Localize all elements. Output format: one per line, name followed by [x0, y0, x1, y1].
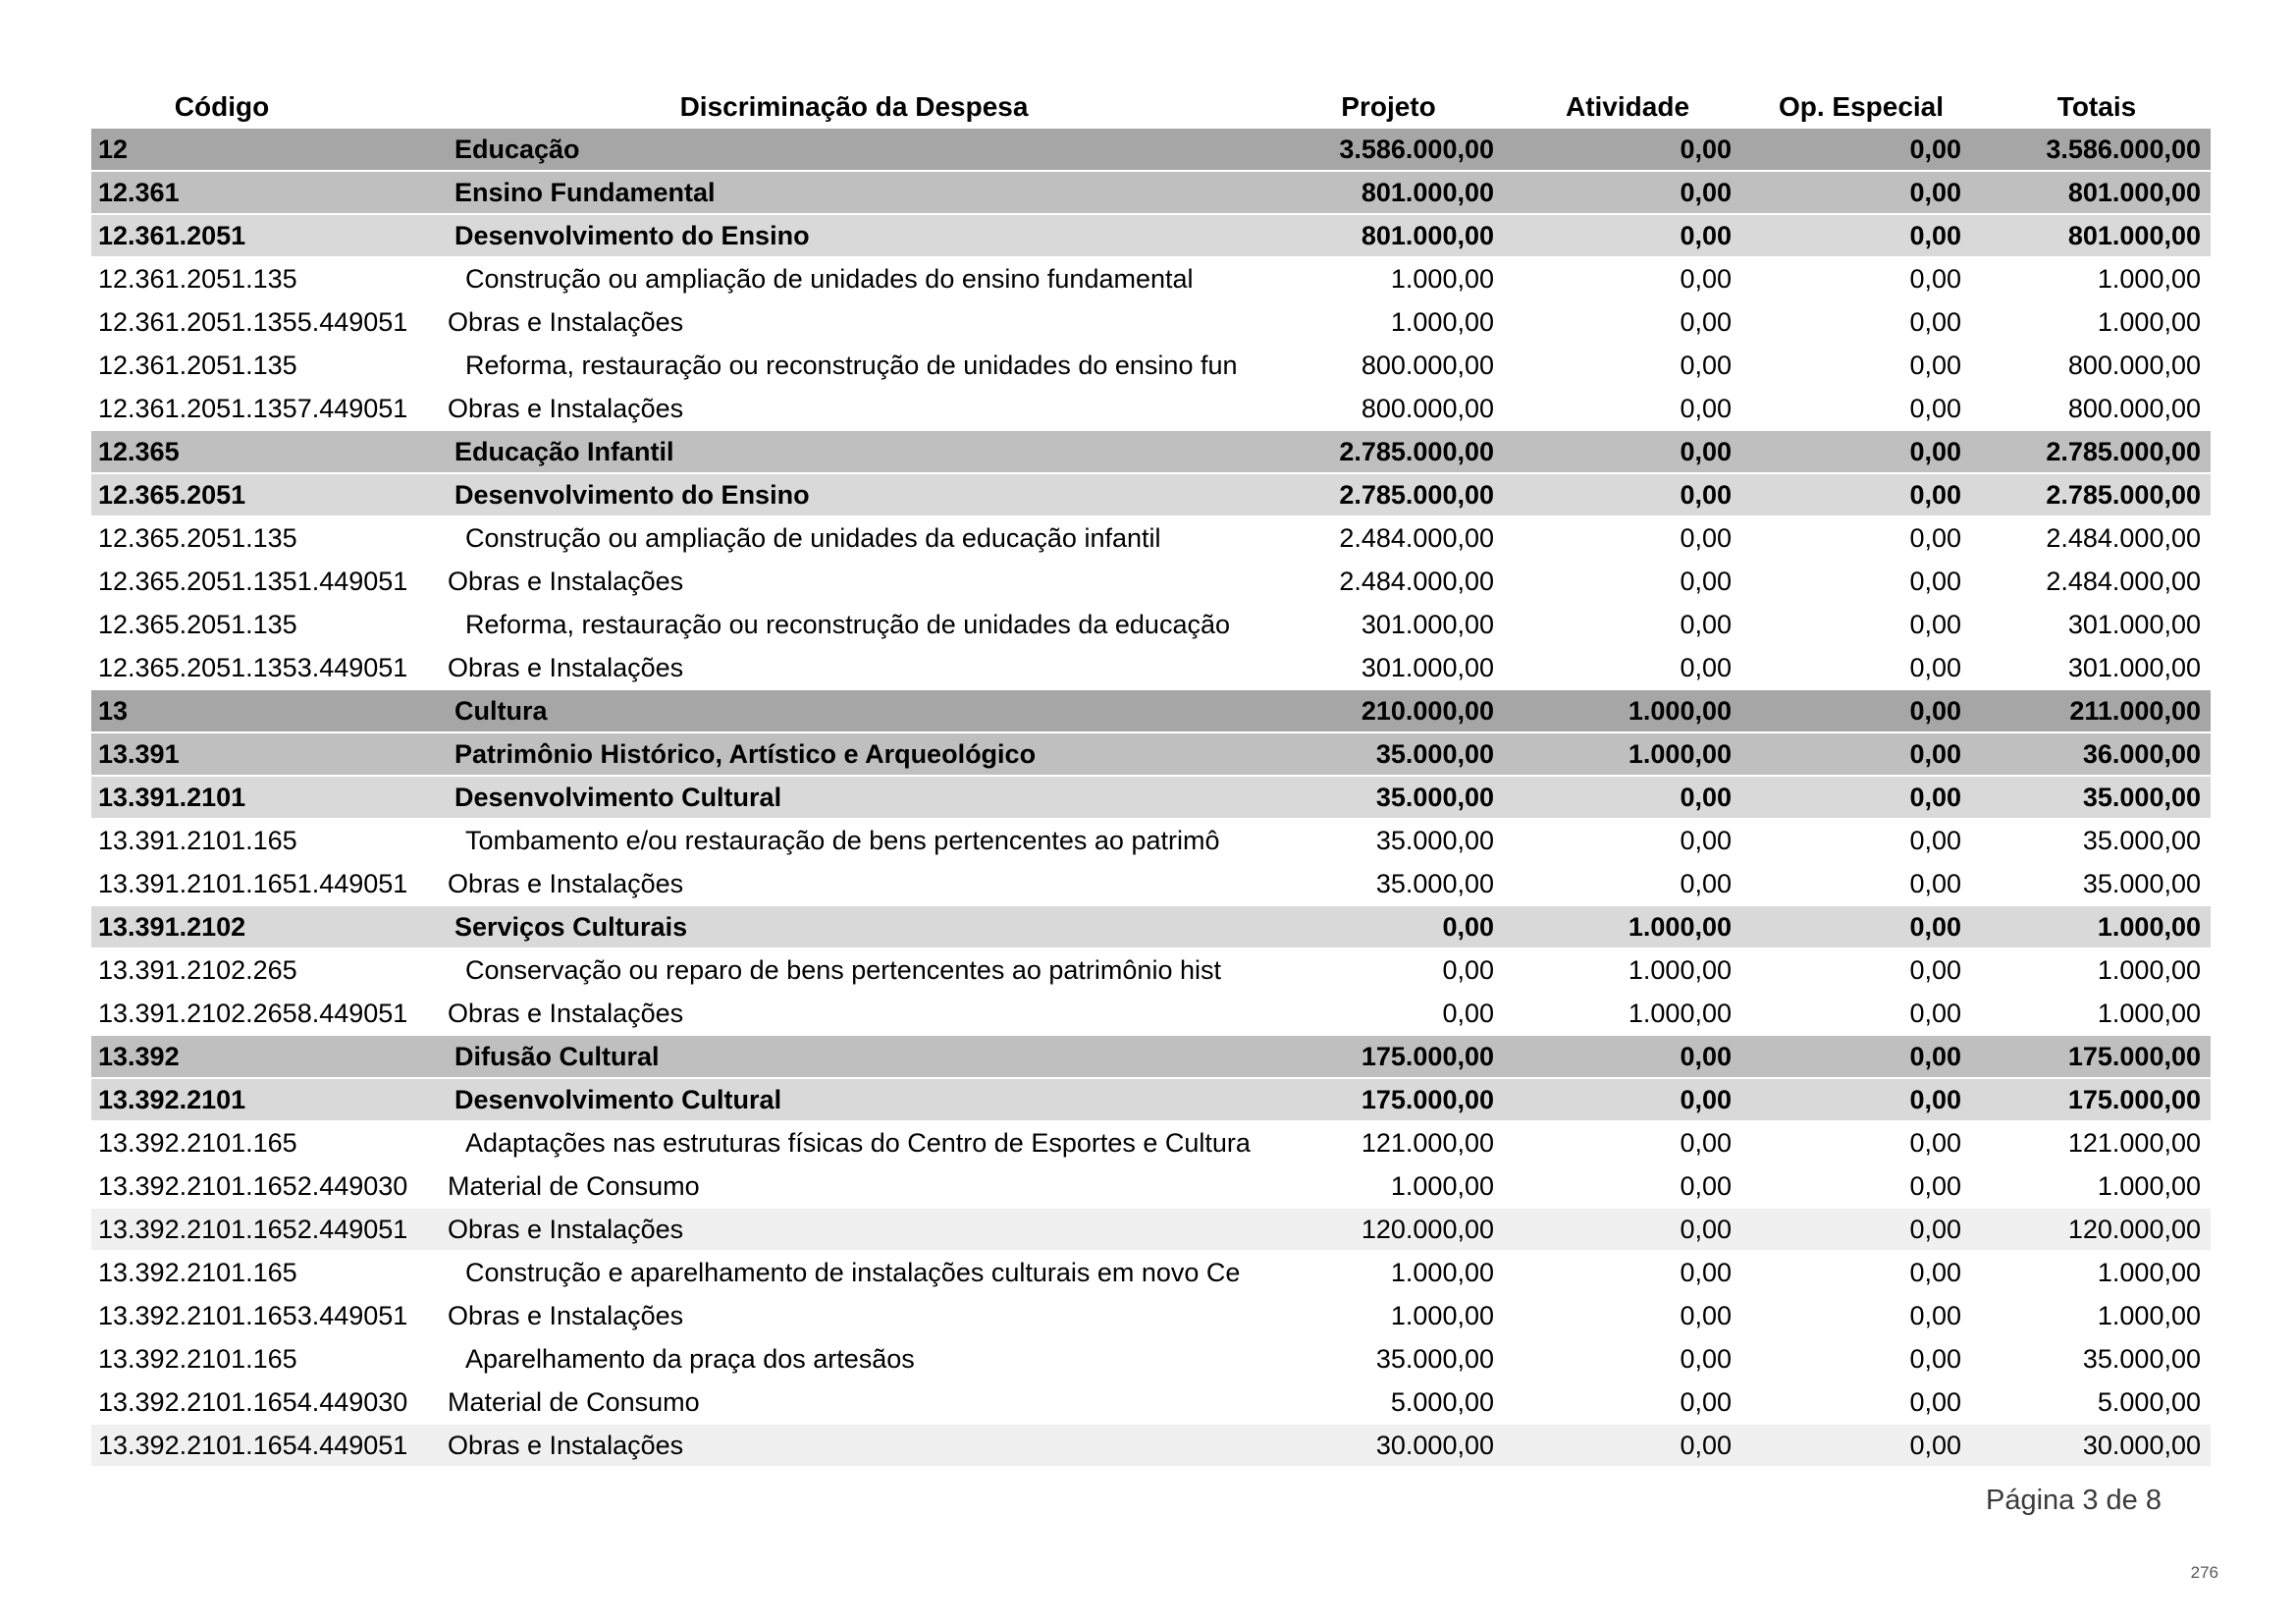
cell-code: 13.392.2101.165	[98, 1258, 297, 1287]
table-row	[91, 906, 2211, 949]
table-row	[91, 863, 2211, 906]
cell-code: 12.365.2051.135	[98, 610, 297, 639]
cell-description: Ensino Fundamental	[454, 178, 716, 207]
table-row	[91, 1165, 2211, 1209]
cell-atividade: 0,00	[1680, 1301, 1732, 1330]
cell-op-especial: 0,00	[1909, 1042, 1961, 1071]
cell-code: 13.391.2101.165	[98, 826, 297, 855]
table-row	[91, 604, 2211, 647]
table-row	[91, 820, 2211, 863]
cell-projeto: 801.000,00	[1361, 221, 1494, 250]
cell-projeto: 1.000,00	[1390, 264, 1494, 294]
cell-description: Adaptações nas estruturas físicas do Centro de Esportes e Cultura	[465, 1128, 1251, 1158]
cell-projeto: 210.000,00	[1361, 696, 1494, 726]
cell-totais: 35.000,00	[2082, 869, 2201, 898]
cell-op-especial: 0,00	[1909, 653, 1961, 682]
cell-code: 13.392.2101.1654.449030	[98, 1387, 408, 1417]
table-row	[91, 172, 2211, 215]
cell-description: Difusão Cultural	[454, 1042, 660, 1071]
column-header-atividade: Atividade	[1565, 91, 1690, 122]
cell-atividade: 0,00	[1680, 653, 1732, 682]
table-row	[91, 733, 2211, 777]
cell-projeto: 121.000,00	[1361, 1128, 1494, 1158]
cell-atividade: 0,00	[1680, 307, 1732, 337]
cell-atividade: 0,00	[1680, 1215, 1732, 1244]
cell-projeto: 0,00	[1442, 999, 1494, 1028]
cell-description: Conservação ou reparo de bens pertencentes ao patrimônio hist	[465, 955, 1221, 985]
cell-atividade: 0,00	[1680, 1042, 1732, 1071]
cell-totais: 1.000,00	[2097, 1171, 2201, 1201]
table-row	[91, 1338, 2211, 1381]
table-row	[91, 647, 2211, 690]
cell-projeto: 0,00	[1442, 912, 1494, 942]
cell-description: Obras e Instalações	[448, 307, 684, 337]
cell-op-especial: 0,00	[1909, 178, 1961, 207]
cell-projeto: 2.484.000,00	[1339, 567, 1494, 596]
cell-totais: 301.000,00	[2067, 653, 2201, 682]
corner-page-number: 276	[2190, 1563, 2218, 1582]
cell-totais: 211.000,00	[2069, 696, 2201, 726]
cell-description: Reforma, restauração ou reconstrução de unidades da educação	[465, 610, 1230, 639]
cell-op-especial: 0,00	[1909, 783, 1961, 812]
table-row	[91, 215, 2211, 258]
cell-op-especial: 0,00	[1909, 394, 1961, 423]
cell-op-especial: 0,00	[1909, 826, 1961, 855]
cell-projeto: 301.000,00	[1361, 610, 1494, 639]
cell-description: Obras e Instalações	[448, 394, 684, 423]
cell-projeto: 175.000,00	[1361, 1085, 1494, 1114]
cell-atividade: 0,00	[1680, 1344, 1732, 1374]
cell-projeto: 35.000,00	[1375, 783, 1494, 812]
cell-op-especial: 0,00	[1909, 1387, 1961, 1417]
cell-op-especial: 0,00	[1909, 696, 1961, 726]
cell-code: 12.361.2051	[98, 221, 246, 250]
cell-description: Obras e Instalações	[448, 999, 684, 1028]
table-row	[91, 1079, 2211, 1122]
table-row	[91, 258, 2211, 301]
cell-projeto: 1.000,00	[1390, 1258, 1494, 1287]
table-row	[91, 431, 2211, 474]
cell-totais: 1.000,00	[2097, 1258, 2201, 1287]
cell-op-especial: 0,00	[1909, 307, 1961, 337]
cell-description: Obras e Instalações	[448, 1215, 684, 1244]
cell-totais: 35.000,00	[2082, 826, 2201, 855]
cell-op-especial: 0,00	[1909, 135, 1961, 164]
cell-op-especial: 0,00	[1909, 1431, 1961, 1460]
cell-op-especial: 0,00	[1909, 480, 1961, 510]
cell-code: 12.365.2051.1353.449051	[98, 653, 408, 682]
cell-totais: 2.785.000,00	[2046, 437, 2201, 466]
cell-code: 13	[98, 696, 129, 726]
cell-atividade: 0,00	[1680, 826, 1732, 855]
cell-description: Obras e Instalações	[448, 869, 684, 898]
table-header-row	[91, 86, 2211, 129]
cell-atividade: 0,00	[1680, 1258, 1732, 1287]
cell-code: 13.391.2101.1651.449051	[98, 869, 408, 898]
cell-op-especial: 0,00	[1909, 869, 1961, 898]
cell-code: 13.392.2101.1653.449051	[98, 1301, 408, 1330]
column-header-code: Código	[174, 91, 270, 122]
cell-description: Obras e Instalações	[448, 653, 684, 682]
cell-code: 12.365	[98, 437, 180, 466]
cell-op-especial: 0,00	[1909, 1171, 1961, 1201]
table-row	[91, 1295, 2211, 1338]
cell-projeto: 1.000,00	[1390, 307, 1494, 337]
cell-totais: 35.000,00	[2082, 783, 2201, 812]
cell-totais: 120.000,00	[2067, 1215, 2201, 1244]
cell-projeto: 2.785.000,00	[1339, 480, 1494, 510]
table-row	[91, 993, 2211, 1036]
cell-projeto: 35.000,00	[1375, 869, 1494, 898]
cell-description: Obras e Instalações	[448, 1431, 684, 1460]
cell-totais: 2.484.000,00	[2046, 567, 2201, 596]
cell-description: Desenvolvimento Cultural	[454, 783, 782, 812]
expense-table	[91, 86, 2211, 1468]
cell-atividade: 0,00	[1680, 1128, 1732, 1158]
cell-projeto: 5.000,00	[1390, 1387, 1494, 1417]
cell-atividade: 0,00	[1680, 1387, 1732, 1417]
cell-description: Desenvolvimento do Ensino	[454, 480, 810, 510]
table-row	[91, 345, 2211, 388]
table-row	[91, 129, 2211, 172]
table-row	[91, 1122, 2211, 1165]
cell-code: 13.392	[98, 1042, 180, 1071]
cell-totais: 175.000,00	[2067, 1042, 2201, 1071]
cell-code: 13.392.2101.1652.449030	[98, 1171, 408, 1201]
cell-op-especial: 0,00	[1909, 999, 1961, 1028]
cell-op-especial: 0,00	[1909, 351, 1961, 380]
cell-atividade: 1.000,00	[1628, 696, 1732, 726]
cell-op-especial: 0,00	[1909, 912, 1961, 942]
cell-code: 12	[98, 135, 129, 164]
cell-op-especial: 0,00	[1909, 1085, 1961, 1114]
cell-totais: 1.000,00	[2097, 955, 2201, 985]
column-header-projeto: Projeto	[1341, 91, 1436, 122]
cell-description: Educação Infantil	[454, 437, 674, 466]
cell-projeto: 800.000,00	[1361, 394, 1494, 423]
cell-atividade: 0,00	[1680, 480, 1732, 510]
cell-totais: 121.000,00	[2067, 1128, 2201, 1158]
cell-description: Material de Consumo	[448, 1387, 700, 1417]
cell-code: 12.361.2051.1355.449051	[98, 307, 408, 337]
cell-op-especial: 0,00	[1909, 1128, 1961, 1158]
table-row	[91, 517, 2211, 561]
cell-op-especial: 0,00	[1909, 264, 1961, 294]
cell-op-especial: 0,00	[1909, 1215, 1961, 1244]
cell-totais: 301.000,00	[2067, 610, 2201, 639]
cell-projeto: 2.785.000,00	[1339, 437, 1494, 466]
table-row	[91, 1036, 2211, 1079]
cell-totais: 1.000,00	[2097, 912, 2201, 942]
cell-projeto: 35.000,00	[1375, 826, 1494, 855]
cell-atividade: 0,00	[1680, 178, 1732, 207]
cell-totais: 175.000,00	[2067, 1085, 2201, 1114]
cell-projeto: 120.000,00	[1361, 1215, 1494, 1244]
cell-totais: 5.000,00	[2097, 1387, 2201, 1417]
cell-atividade: 0,00	[1680, 610, 1732, 639]
cell-atividade: 1.000,00	[1628, 912, 1732, 942]
column-header-op-especial: Op. Especial	[1778, 91, 1945, 122]
column-header-description: Discriminação da Despesa	[679, 91, 1029, 122]
table-row	[91, 388, 2211, 431]
cell-code: 13.392.2101.165	[98, 1344, 297, 1374]
table-body	[91, 129, 2211, 1468]
cell-op-especial: 0,00	[1909, 523, 1961, 553]
table-row	[91, 690, 2211, 733]
cell-code: 12.365.2051	[98, 480, 246, 510]
cell-op-especial: 0,00	[1909, 610, 1961, 639]
cell-atividade: 1.000,00	[1628, 955, 1732, 985]
table-row	[91, 1209, 2211, 1252]
page-footer-label: Página 3 de 8	[1986, 1485, 2162, 1516]
cell-description: Cultura	[454, 696, 548, 726]
cell-projeto: 3.586.000,00	[1339, 135, 1494, 164]
cell-code: 13.392.2101	[98, 1085, 246, 1114]
cell-projeto: 800.000,00	[1361, 351, 1494, 380]
cell-projeto: 2.484.000,00	[1339, 523, 1494, 553]
cell-atividade: 1.000,00	[1628, 999, 1732, 1028]
cell-totais: 801.000,00	[2067, 178, 2201, 207]
cell-op-especial: 0,00	[1909, 955, 1961, 985]
cell-code: 12.361.2051.1357.449051	[98, 394, 408, 423]
cell-code: 13.391	[98, 739, 180, 769]
cell-totais: 801.000,00	[2067, 221, 2201, 250]
cell-code: 13.391.2102.265	[98, 955, 297, 985]
cell-op-especial: 0,00	[1909, 1258, 1961, 1287]
cell-description: Material de Consumo	[448, 1171, 700, 1201]
cell-projeto: 1.000,00	[1390, 1171, 1494, 1201]
cell-atividade: 0,00	[1680, 1431, 1732, 1460]
cell-description: Desenvolvimento do Ensino	[454, 221, 810, 250]
cell-description: Reforma, restauração ou reconstrução de unidades do ensino fun	[465, 351, 1238, 380]
cell-description: Obras e Instalações	[448, 567, 684, 596]
cell-code: 12.361.2051.135	[98, 264, 297, 294]
cell-projeto: 35.000,00	[1375, 739, 1494, 769]
table-row	[91, 474, 2211, 517]
cell-atividade: 0,00	[1680, 394, 1732, 423]
cell-projeto: 301.000,00	[1361, 653, 1494, 682]
cell-atividade: 0,00	[1680, 869, 1732, 898]
cell-code: 13.391.2101	[98, 783, 246, 812]
cell-atividade: 0,00	[1680, 567, 1732, 596]
cell-code: 12.361.2051.135	[98, 351, 297, 380]
table-row	[91, 301, 2211, 345]
cell-code: 12.365.2051.135	[98, 523, 297, 553]
cell-atividade: 0,00	[1680, 135, 1732, 164]
table-row	[91, 1425, 2211, 1468]
cell-projeto: 30.000,00	[1375, 1431, 1494, 1460]
cell-atividade: 1.000,00	[1628, 739, 1732, 769]
cell-atividade: 0,00	[1680, 1085, 1732, 1114]
cell-totais: 1.000,00	[2097, 1301, 2201, 1330]
cell-atividade: 0,00	[1680, 221, 1732, 250]
cell-description: Serviços Culturais	[454, 912, 688, 942]
cell-projeto: 0,00	[1442, 955, 1494, 985]
cell-totais: 2.785.000,00	[2046, 480, 2201, 510]
cell-totais: 3.586.000,00	[2046, 135, 2201, 164]
cell-atividade: 0,00	[1680, 351, 1732, 380]
table-row	[91, 1381, 2211, 1425]
cell-code: 13.391.2102	[98, 912, 246, 942]
cell-code: 13.392.2101.1654.449051	[98, 1431, 408, 1460]
table-row	[91, 561, 2211, 604]
cell-description: Construção ou ampliação de unidades do ensino fundamental	[465, 264, 1194, 294]
table-row	[91, 777, 2211, 820]
cell-atividade: 0,00	[1680, 523, 1732, 553]
cell-totais: 30.000,00	[2082, 1431, 2201, 1460]
cell-description: Tombamento e/ou restauração de bens pertencentes ao patrimô	[465, 826, 1220, 855]
cell-totais: 2.484.000,00	[2046, 523, 2201, 553]
cell-atividade: 0,00	[1680, 264, 1732, 294]
cell-code: 13.392.2101.165	[98, 1128, 297, 1158]
cell-op-especial: 0,00	[1909, 221, 1961, 250]
cell-projeto: 801.000,00	[1361, 178, 1494, 207]
table-row	[91, 949, 2211, 993]
column-header-totais: Totais	[2056, 91, 2137, 122]
cell-op-especial: 0,00	[1909, 567, 1961, 596]
cell-totais: 1.000,00	[2097, 307, 2201, 337]
cell-code: 13.391.2102.2658.449051	[98, 999, 408, 1028]
cell-totais: 1.000,00	[2097, 999, 2201, 1028]
cell-op-especial: 0,00	[1909, 1301, 1961, 1330]
cell-op-especial: 0,00	[1909, 1344, 1961, 1374]
cell-atividade: 0,00	[1680, 783, 1732, 812]
cell-totais: 35.000,00	[2082, 1344, 2201, 1374]
cell-totais: 800.000,00	[2067, 351, 2201, 380]
cell-description: Construção e aparelhamento de instalações culturais em novo Ce	[465, 1258, 1241, 1287]
cell-projeto: 175.000,00	[1361, 1042, 1494, 1071]
cell-code: 12.365.2051.1351.449051	[98, 567, 408, 596]
cell-description: Obras e Instalações	[448, 1301, 684, 1330]
cell-description: Patrimônio Histórico, Artístico e Arqueológico	[454, 739, 1037, 769]
cell-op-especial: 0,00	[1909, 739, 1961, 769]
cell-projeto: 1.000,00	[1390, 1301, 1494, 1330]
cell-code: 13.392.2101.1652.449051	[98, 1215, 408, 1244]
cell-description: Educação	[454, 135, 580, 164]
cell-description: Construção ou ampliação de unidades da educação infantil	[465, 523, 1161, 553]
cell-totais: 1.000,00	[2097, 264, 2201, 294]
cell-totais: 36.000,00	[2082, 739, 2201, 769]
cell-atividade: 0,00	[1680, 437, 1732, 466]
cell-description: Desenvolvimento Cultural	[454, 1085, 782, 1114]
cell-atividade: 0,00	[1680, 1171, 1732, 1201]
table-row	[91, 1252, 2211, 1295]
cell-code: 12.361	[98, 178, 180, 207]
cell-description: Aparelhamento da praça dos artesãos	[465, 1344, 915, 1374]
cell-op-especial: 0,00	[1909, 437, 1961, 466]
cell-totais: 800.000,00	[2067, 394, 2201, 423]
cell-projeto: 35.000,00	[1375, 1344, 1494, 1374]
